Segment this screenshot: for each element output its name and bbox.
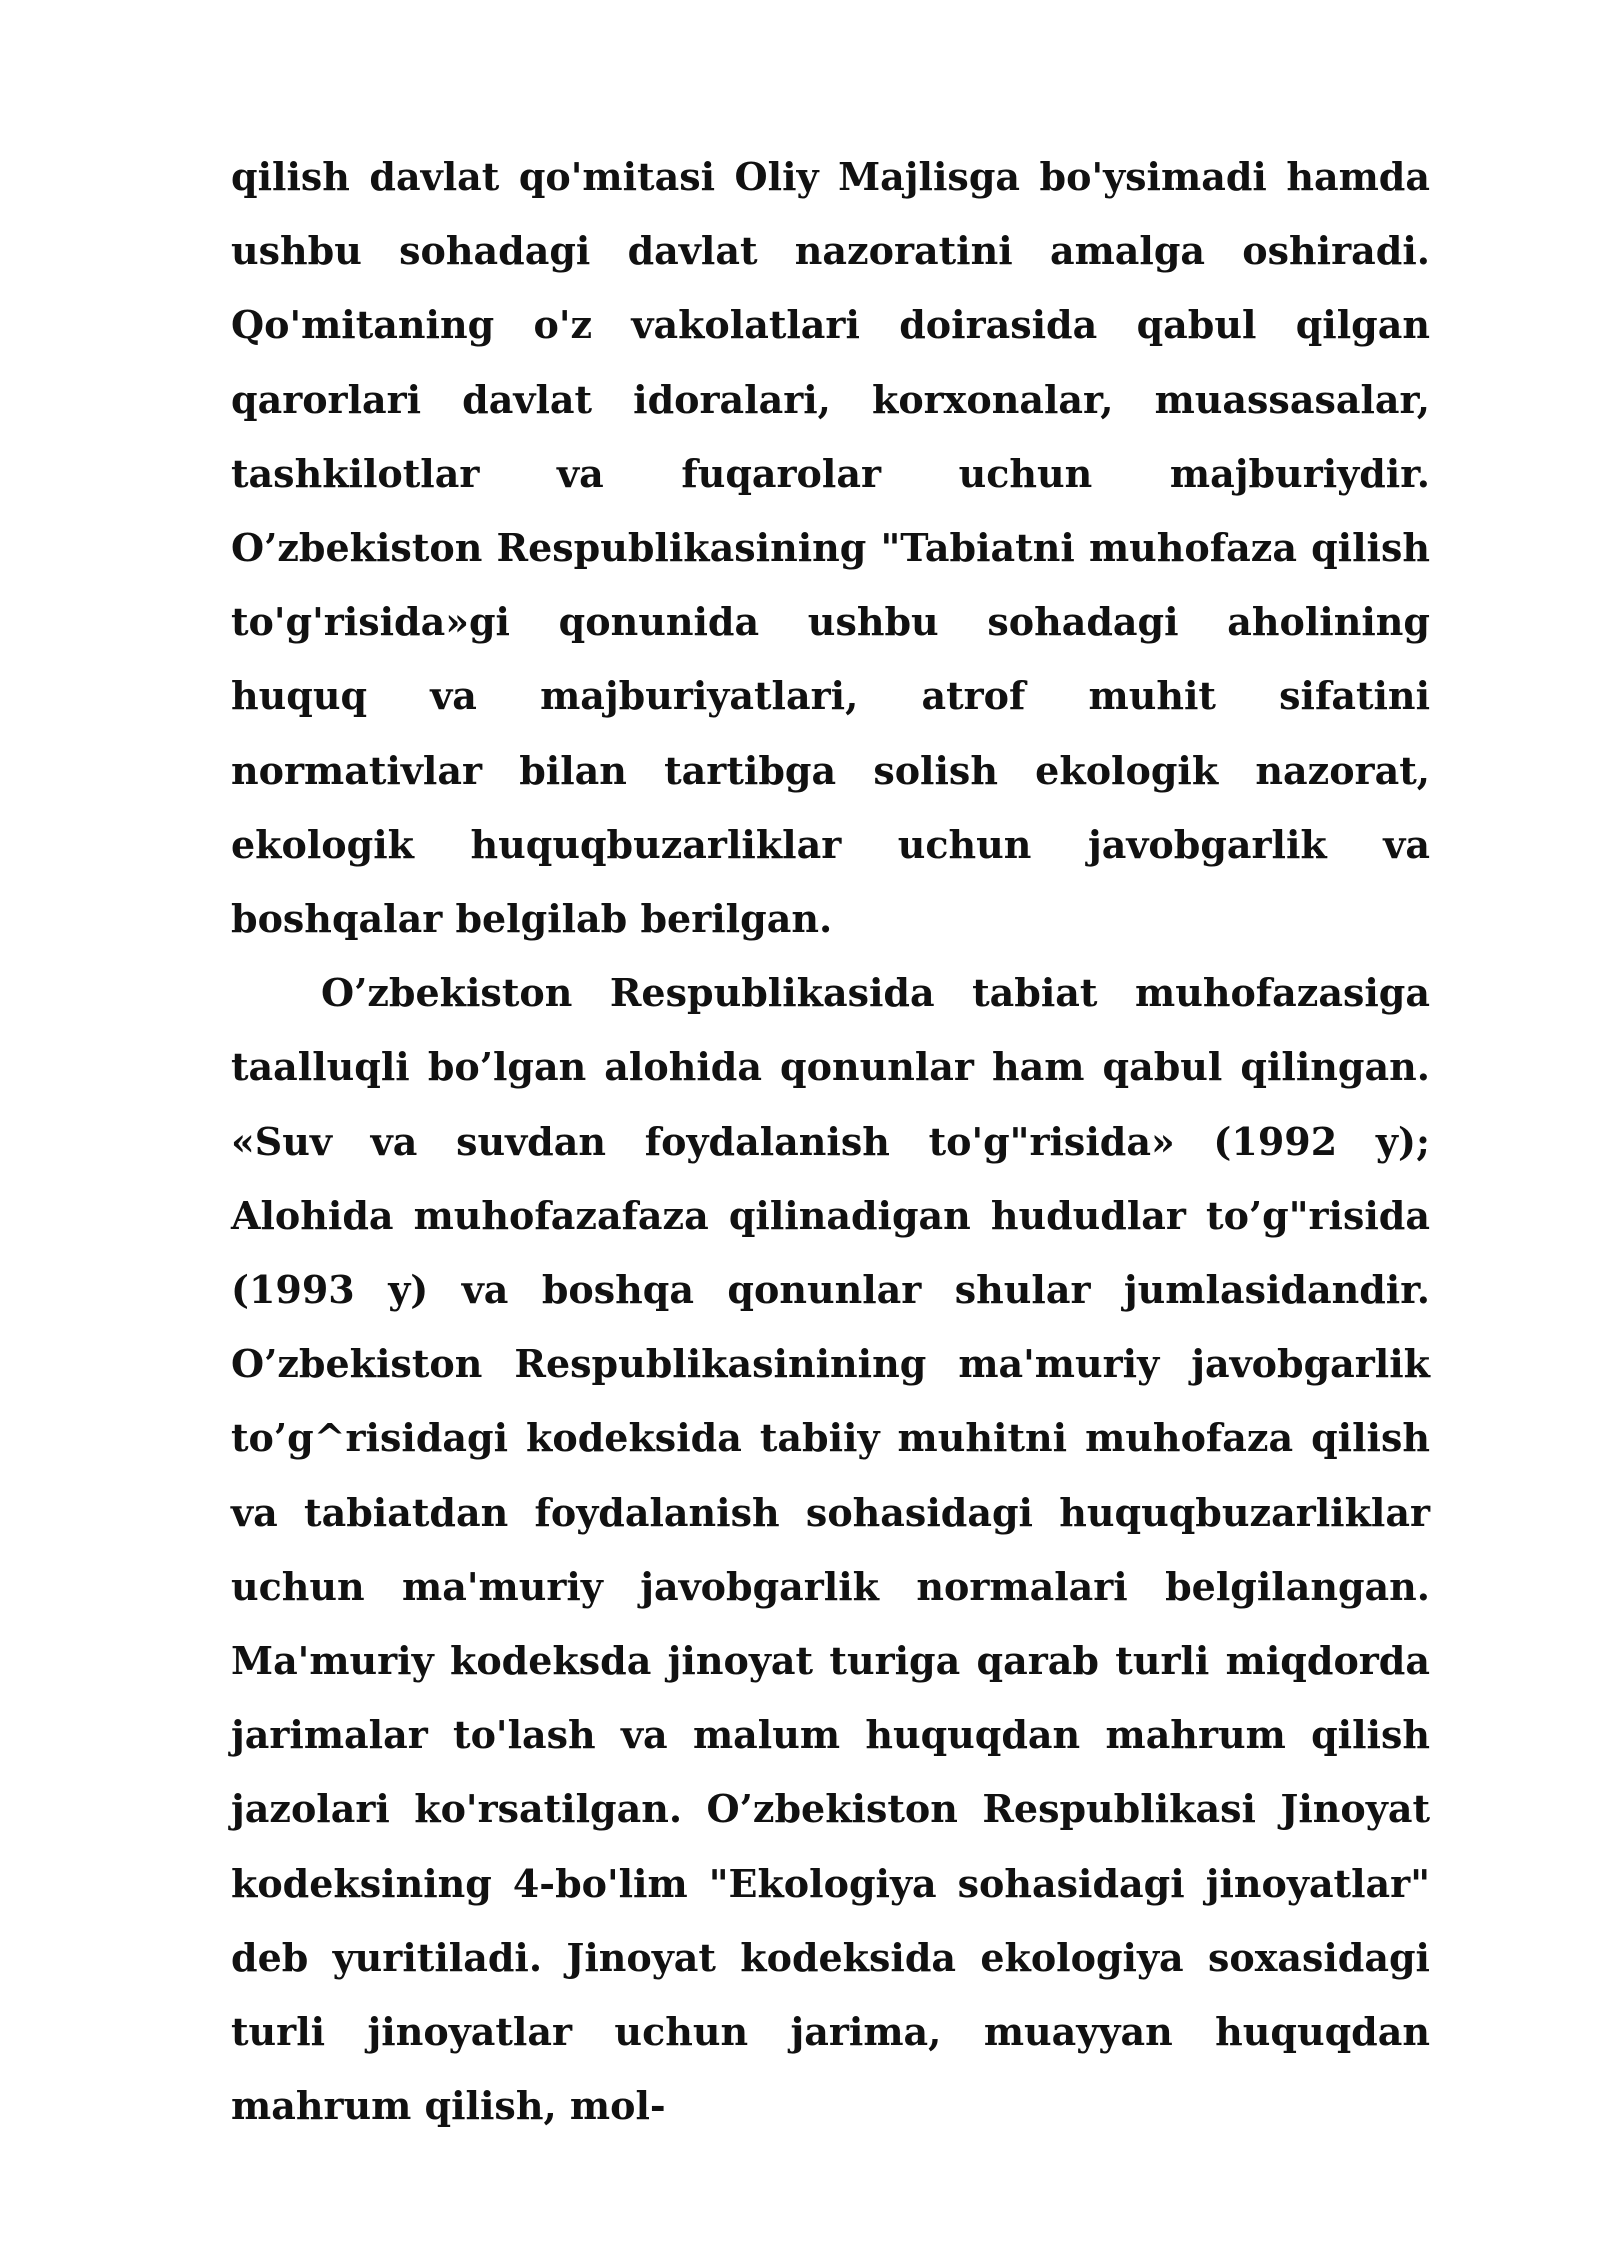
document-page (231, 140, 1430, 2143)
paragraph-continued: qilish davlat qo'mitasi Oliy Majlisga bo'ysimadi hamda ushbu sohadagi davlat nazoratini amalga oshiradi. Qo'mitaning o'z vakolatlari doirasida qabul qilgan qarorlari davlat idoralari, korxonalar, muassasalar, tashkilotlar va fuqarolar uchun majburiydir. O’zbekiston Respublikasining "Tabiatni muhofaza qilish to'g'risida»gi qonunida ushbu sohadagi aholining huquq va majburiyatlari, atrof muhit sifatini normativlar bilan tartibga solish ekologik nazorat, ekologik huquqbuzarliklar uchun javobgarlik va boshqalar belgilab berilgan. (231, 154, 1430, 942)
paragraph-environmental-laws: O’zbekiston Respublikasida tabiat muhofazasiga taalluqli bo’lgan alohida qonunlar ham qabul qilingan. «Suv va suvdan foydalanish to'g"risida» (1992 y); Alohida muhofazafaza qilinadigan hududlar to’g"risida (1993 y) va boshqa qonunlar shular jumlasidandir. O’zbekiston Respublikasinining ma'muriy javobgarlik to’g^risidagi kodeksida tabiiy muhitni muhofaza qilish va tabiatdan foydalanish sohasidagi huquqbuzarliklar uchun ma'muriy javobgarlik normalari belgilangan. Ma'muriy kodeksda jinoyat turiga qarab turli miqdorda jarimalar to'lash va malum huquqdan mahrum qilish jazolari ko'rsatilgan. O’zbekiston Respublikasi Jinoyat kodeksining 4-bo'lim "Ekologiya sohasidagi jinoyatlar" deb yuritiladi. Jinoyat kodeksida ekologiya soxasidagi turli jinoyatlar uchun jarima, muayyan huquqdan mahrum qilish, mol- (231, 970, 1430, 2129)
